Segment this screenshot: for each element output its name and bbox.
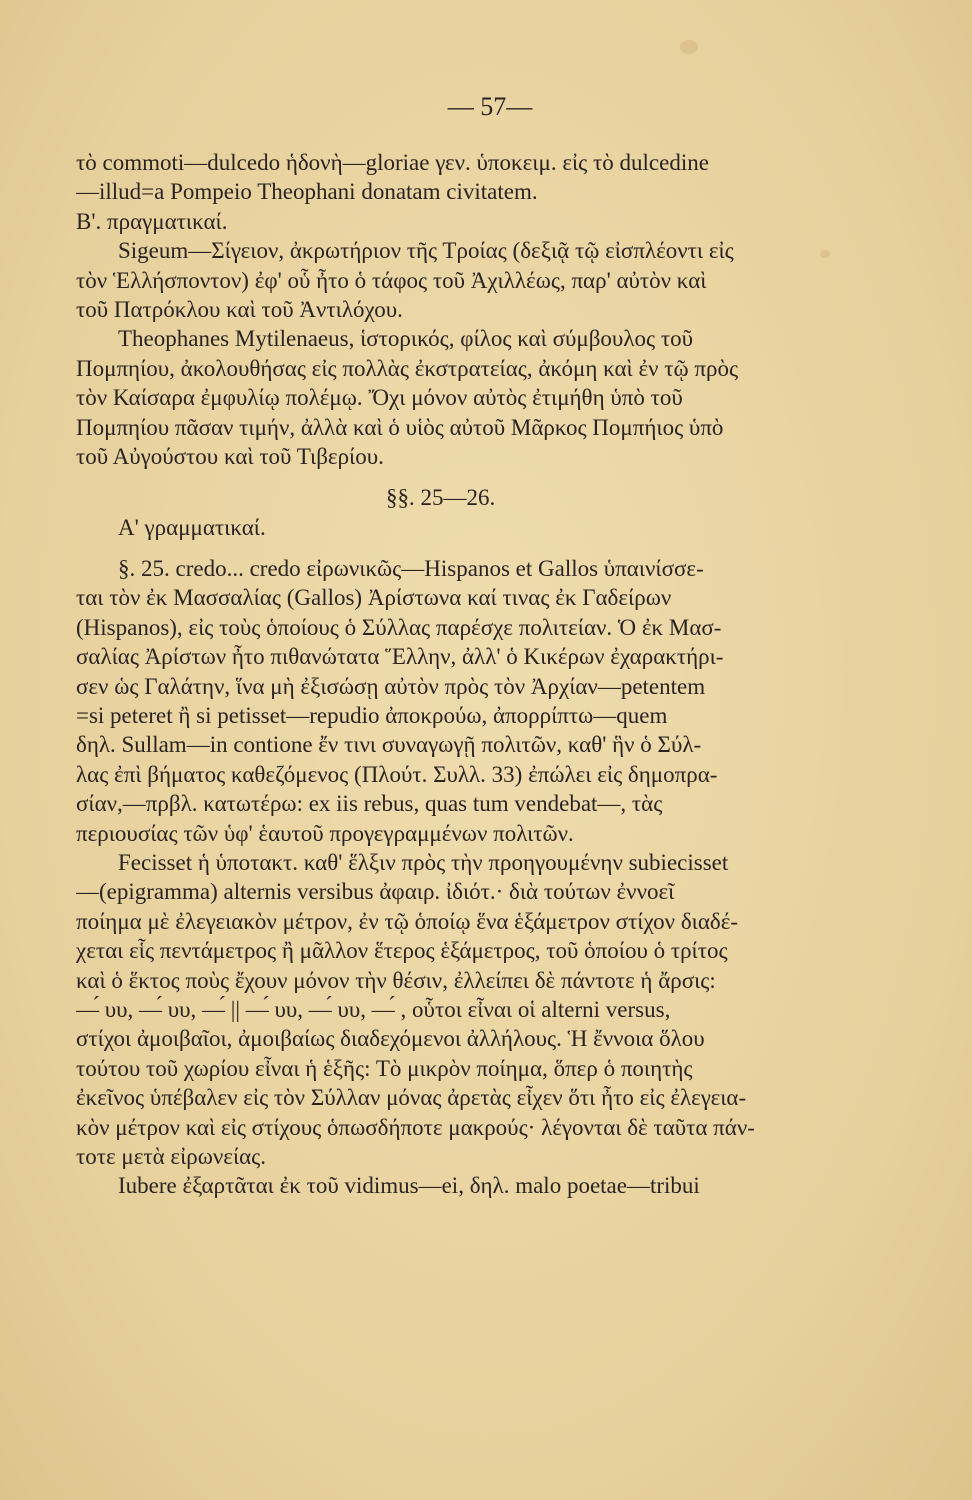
section-heading: Β'. πραγματικαί. (76, 208, 228, 234)
metrical-scheme-line: —́ υυ, —́ υυ, —́ || —́ υυ, —́ υυ, —́ , οὗτοι εἶναι οἱ alterni versus, (76, 996, 671, 1022)
text-line: Πομπηίου, ἀκολουθήσας εἰς πολλὰς ἐκστρατείας, ἀκόμη καὶ ἐν τῷ πρὸς (76, 355, 739, 381)
text-line: ἐκεῖνος ὑπέβαλεν εἰς τὸν Σύλλαν μόνας ἀρετὰς εἶχεν ὅτι ἦτο εἰς ἐλεγεια- (76, 1085, 747, 1111)
text-line: Πομπηίου πᾶσαν τιμήν, ἀλλὰ καὶ ὁ υἱὸς αὐτοῦ Μᾶρκος Πομπήιος ὑπὸ (76, 414, 724, 440)
text-line: τοῦ Αὐγούστου καὶ τοῦ Τιβερίου. (76, 443, 384, 469)
text-line: χεται εἷς πεντάμετρος ἢ μᾶλλον ἕτερος ἑξάμετρος, τοῦ ὁποίου ὁ τρίτος (76, 938, 728, 964)
text-line: Iubere ἐξαρτᾶται ἐκ τοῦ vidimus—ei, δηλ. malo poetae—tribui (118, 1173, 700, 1199)
text-line: τούτου τοῦ χωρίου εἶναι ἡ ἑξῆς: Τὸ μικρὸν ποίημα, ὅπερ ὁ ποιητὴς (76, 1055, 693, 1081)
page-number: — 57— (447, 92, 533, 121)
text-line: τὸν Καίσαρα ἐμφυλίῳ πολέμῳ. Ὄχι μόνον αὐτὸς ἐτιμήθη ὑπὸ τοῦ (76, 385, 683, 411)
text-line: στίχοι ἀμοιβαῖοι, ἀμοιβαίως διαδεχόμενοι ἀλλήλους. Ἡ ἔννοια ὅλου (76, 1026, 705, 1052)
text-line: δηλ. Sullam—in contione ἔν τινι συναγωγῇ πολιτῶν, καθ' ἣν ὁ Σύλ- (76, 732, 702, 758)
text-line: =si peteret ἢ si petisset—repudio ἀποκρούω, ἀπορρίπτω—quem (76, 703, 668, 729)
body-text (76, 148, 898, 1201)
text-line: λας ἐπὶ βήματος καθεζόμενος (Πλούτ. Συλλ. 33) ἐπώλει εἰς δημοπρα- (76, 761, 718, 787)
text-line: Theophanes Mytilenaeus, ἱστορικός, φίλος καὶ σύμβουλος τοῦ (118, 326, 693, 352)
text-line: ται τὸν ἐκ Μασσαλίας (Gallos) Ἀρίστωνα καί τινας ἐκ Γαδείρων (76, 585, 672, 611)
text-line: τοῦ Πατρόκλου καὶ τοῦ Ἀντιλόχου. (76, 296, 403, 322)
text-line: ποίημα μὲ ἐλεγειακὸν μέτρον, ἐν τῷ ὁποίῳ ἕνα ἑξάμετρον στίχον διαδέ- (76, 908, 739, 934)
text-line: καὶ ὁ ἕκτος ποὺς ἔχουν μόνον τὴν θέσιν, ἐλλείπει δὲ πάντοτε ἡ ἄρσις: (76, 967, 716, 993)
text-line: σαλίας Ἀρίστων ἦτο πιθανώτατα Ἕλλην, ἀλλ' ὁ Κικέρων ἐχαρακτήρι- (76, 644, 724, 670)
text-line: (Hispanos), εἰς τοὺς ὁποίους ὁ Σύλλας παρέσχε πολιτείαν. Ὁ ἐκ Μασ- (76, 614, 722, 640)
text-line: σίαν,—πρβλ. κατωτέρω: ex iis rebus, quas tum vendebat—, τὰς (76, 791, 663, 817)
text-line: Fecisset ἡ ὑποτακτ. καθ' ἕλξιν πρὸς τὴν προηγουμένην subiecisset (118, 849, 729, 875)
text-line: —illud=a Pompeio Theophani donatam civitatem. (76, 179, 538, 205)
text-line: τὸν Ἑλλήσποντον) ἐφ' οὗ ἦτο ὁ τάφος τοῦ Ἀχιλλέως, παρ' αὐτὸν καὶ (76, 267, 707, 293)
text-line: περιουσίας τῶν ὑφ' ἑαυτοῦ προγεγραμμένων πολιτῶν. (76, 820, 574, 846)
section-heading: Α' γραμματικαί. (118, 514, 266, 540)
text-line: §. 25. credo... credo εἰρωνικῶς—Hispanos et Gallos ὑπαινίσσε- (118, 556, 704, 582)
text-line: —(epigramma) alternis versibus ἀφαιρ. ἰδιότ.· διὰ τούτων ἐννοεῖ (76, 879, 675, 905)
text-line: κὸν μέτρον καὶ εἰς στίχους ὁπωσδήποτε μακρούς· λέγονται δὲ ταῦτα πάν- (76, 1114, 755, 1140)
text-line: Sigeum—Σίγειον, ἀκρωτήριον τῆς Τροίας (δεξιᾷ τῷ εἰσπλέοντι εἰς (118, 238, 734, 264)
text-line: τοτε μετὰ εἰρωνείας. (76, 1143, 267, 1169)
text-line: σεν ὡς Γαλάτην, ἵνα μὴ ἐξισώσῃ αὐτὸν πρὸς τὸν Ἀρχίαν—petentem (76, 673, 706, 699)
foxing-stain (680, 40, 698, 54)
section-number-heading: §§. 25—26. (386, 485, 496, 511)
text-line: τὸ commoti—dulcedo ἡδονὴ—gloriae γεν. ὑποκειμ. εἰς τὸ dulcedine (76, 150, 709, 175)
